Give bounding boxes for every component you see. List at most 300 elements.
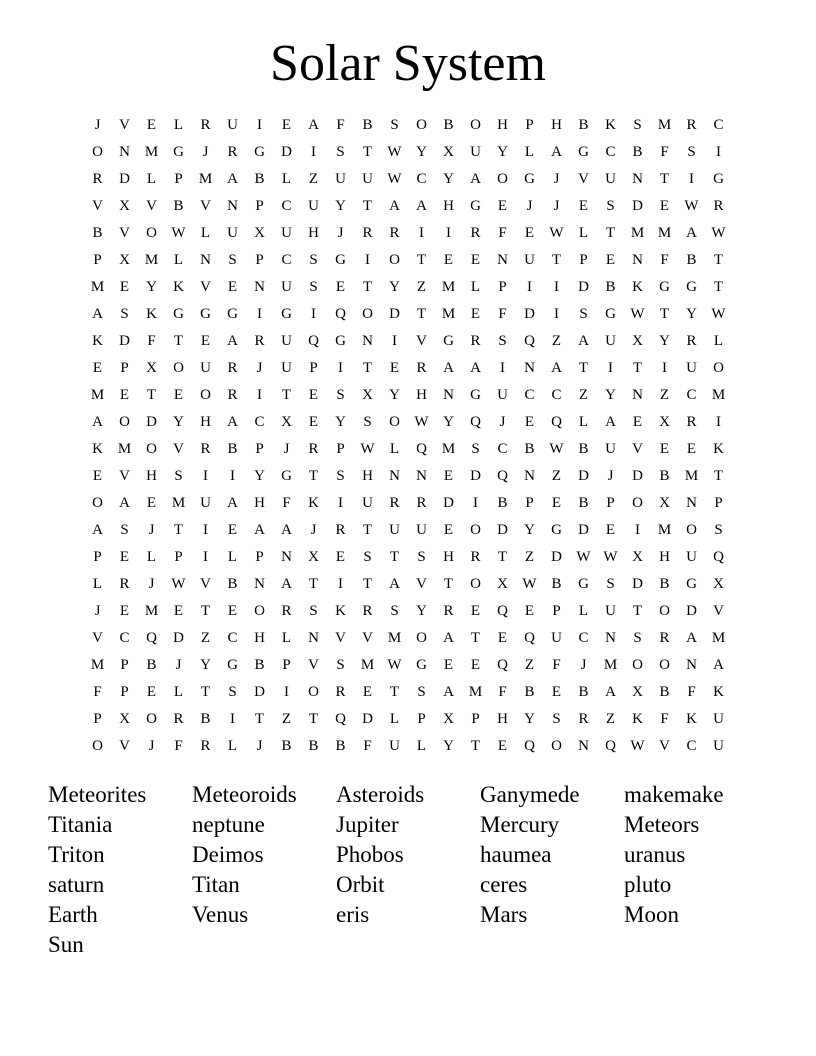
grid-letter: S (120, 522, 129, 538)
grid-letter: M (117, 441, 132, 457)
grid-letter: P (120, 657, 129, 673)
grid-letter: U (551, 630, 562, 646)
word-list-item: Mercury (480, 812, 560, 837)
grid-letter: T (281, 387, 292, 403)
grid-letter: D (497, 522, 508, 538)
grid-letter: R (335, 522, 346, 538)
grid-letter: X (119, 711, 130, 727)
grid-letter: V (146, 198, 157, 214)
grid-letter: D (389, 306, 400, 322)
grid-letter: I (500, 360, 505, 376)
grid-letter: F (660, 711, 669, 727)
grid-letter: F (93, 684, 102, 700)
grid-letter: G (254, 144, 265, 160)
grid-letter: B (308, 738, 319, 754)
word-list-item: Orbit (336, 872, 385, 897)
grid-letter: P (471, 711, 480, 727)
grid-letter: V (119, 468, 130, 484)
grid-letter: W (576, 549, 591, 565)
grid-letter: V (659, 738, 670, 754)
grid-letter: O (146, 711, 157, 727)
grid-letter: O (416, 630, 427, 646)
grid-letter: T (713, 279, 724, 295)
word-list-item: Meteors (624, 812, 700, 837)
grid-letter: A (92, 306, 103, 322)
grid-letter: T (389, 684, 400, 700)
grid-letter: P (552, 603, 561, 619)
grid-letter: U (389, 522, 400, 538)
grid-letter: Y (335, 414, 346, 430)
grid-letter: U (335, 171, 346, 187)
grid-letter: W (387, 657, 402, 673)
grid-letter: T (362, 279, 373, 295)
grid-letter: N (524, 468, 535, 484)
grid-letter: C (416, 171, 427, 187)
grid-letter: T (308, 576, 319, 592)
grid-letter: L (713, 333, 724, 349)
grid-letter: A (551, 144, 562, 160)
grid-letter: O (551, 738, 562, 754)
word-list-item: Jupiter (336, 812, 399, 837)
grid-letter: R (686, 414, 697, 430)
grid-letter: V (119, 117, 130, 133)
grid-letter: Z (605, 711, 616, 727)
grid-letter: B (227, 441, 238, 457)
grid-letter: G (335, 252, 346, 268)
grid-letter: A (470, 360, 481, 376)
grid-letter: O (308, 684, 319, 700)
word-list-item: Sun (48, 932, 84, 957)
grid-letter: A (416, 198, 427, 214)
grid-letter: O (686, 522, 697, 538)
grid-letter: P (255, 549, 264, 565)
grid-letter: D (632, 198, 643, 214)
grid-letter: I (716, 414, 721, 430)
grid-letter: A (443, 684, 454, 700)
grid-letter: R (416, 360, 427, 376)
word-list-item: Phobos (336, 842, 404, 867)
grid-letter: H (146, 468, 157, 484)
grid-letter: S (363, 549, 372, 565)
grid-letter: K (308, 495, 319, 511)
grid-letter: R (227, 360, 238, 376)
grid-letter: U (686, 360, 697, 376)
grid-letter: A (686, 630, 697, 646)
grid-letter: L (281, 171, 292, 187)
grid-letter: I (257, 306, 262, 322)
grid-letter: M (657, 225, 672, 241)
grid-letter: M (711, 630, 726, 646)
grid-letter: S (417, 684, 426, 700)
grid-letter: A (227, 171, 238, 187)
grid-letter: N (632, 171, 643, 187)
grid-letter: S (687, 144, 696, 160)
grid-letter: W (414, 414, 429, 430)
grid-letter: I (527, 279, 532, 295)
grid-letter: S (309, 279, 318, 295)
grid-letter: A (92, 522, 103, 538)
grid-letter: Y (524, 711, 535, 727)
grid-letter: E (443, 657, 454, 673)
grid-letter: E (308, 414, 319, 430)
grid-letter: T (173, 333, 184, 349)
grid-letter: P (336, 441, 345, 457)
grid-letter: F (498, 684, 507, 700)
grid-letter: I (554, 306, 559, 322)
grid-letter: Y (605, 387, 616, 403)
grid-letter: S (336, 387, 345, 403)
grid-letter: E (497, 198, 508, 214)
grid-letter: H (416, 387, 427, 403)
grid-letter: L (173, 684, 184, 700)
grid-letter: E (335, 279, 346, 295)
grid-letter: E (119, 549, 130, 565)
grid-letter: L (146, 171, 157, 187)
grid-letter: W (522, 576, 537, 592)
grid-letter: M (630, 225, 645, 241)
grid-letter: O (92, 738, 103, 754)
grid-letter: D (173, 630, 184, 646)
grid-letter: X (362, 387, 373, 403)
grid-letter: N (254, 576, 265, 592)
grid-letter: I (203, 549, 208, 565)
grid-letter: B (146, 657, 157, 673)
grid-letter: V (335, 630, 346, 646)
grid-letter: N (632, 387, 643, 403)
grid-letter: E (551, 684, 562, 700)
grid-letter: A (227, 333, 238, 349)
grid-letter: P (255, 198, 264, 214)
grid-letter: T (362, 144, 373, 160)
grid-letter: C (227, 630, 238, 646)
grid-letter: Y (416, 144, 427, 160)
grid-letter: W (630, 306, 645, 322)
grid-letter: Y (146, 279, 157, 295)
grid-letter: F (336, 117, 345, 133)
grid-letter: S (336, 144, 345, 160)
grid-letter: R (335, 684, 346, 700)
grid-letter: Q (497, 603, 508, 619)
grid-letter: S (714, 522, 723, 538)
grid-letter: N (389, 468, 400, 484)
grid-letter: H (443, 198, 454, 214)
grid-letter: D (686, 603, 697, 619)
grid-letter: W (549, 441, 564, 457)
grid-letter: T (362, 360, 373, 376)
grid-letter: L (173, 252, 184, 268)
grid-letter: L (173, 117, 184, 133)
grid-letter: Q (146, 630, 157, 646)
grid-letter: O (146, 225, 157, 241)
grid-letter: E (200, 333, 211, 349)
grid-letter: D (578, 468, 589, 484)
grid-letter: D (119, 333, 130, 349)
grid-letter: R (713, 198, 724, 214)
grid-letter: P (255, 252, 264, 268)
grid-letter: E (146, 117, 157, 133)
grid-letter: Z (551, 333, 562, 349)
grid-letter: B (200, 711, 211, 727)
grid-letter: P (579, 252, 588, 268)
grid-letter: N (254, 279, 265, 295)
grid-letter: I (338, 360, 343, 376)
grid-letter: C (578, 630, 589, 646)
grid-letter: O (362, 306, 373, 322)
grid-letter: Z (578, 387, 589, 403)
grid-letter: P (714, 495, 723, 511)
grid-letter: E (470, 657, 481, 673)
word-list-item: Moon (624, 902, 679, 927)
grid-letter: V (308, 657, 319, 673)
grid-letter: Y (389, 279, 400, 295)
grid-letter: C (713, 117, 724, 133)
grid-letter: I (554, 279, 559, 295)
grid-letter: S (363, 414, 372, 430)
grid-letter: W (549, 225, 564, 241)
grid-letter: G (416, 657, 427, 673)
grid-letter: M (171, 495, 186, 511)
grid-letter: M (90, 387, 105, 403)
grid-letter: E (173, 387, 184, 403)
grid-letter: R (200, 117, 211, 133)
grid-letter: R (254, 333, 265, 349)
grid-letter: X (146, 360, 157, 376)
grid-letter: I (365, 252, 370, 268)
grid-letter: E (281, 117, 292, 133)
grid-letter: M (144, 252, 159, 268)
grid-letter: P (417, 711, 426, 727)
grid-letter: R (173, 711, 184, 727)
grid-letter: Y (254, 468, 265, 484)
grid-letter: V (416, 576, 427, 592)
grid-letter: M (198, 171, 213, 187)
grid-letter: O (470, 522, 481, 538)
grid-letter: I (662, 360, 667, 376)
word-list-item: haumea (480, 842, 552, 867)
grid-letter: T (362, 198, 373, 214)
grid-letter: X (713, 576, 724, 592)
grid-letter: R (686, 333, 697, 349)
grid-letter: M (684, 468, 699, 484)
grid-letter: U (362, 171, 373, 187)
grid-letter: O (713, 360, 724, 376)
grid-letter: U (416, 522, 427, 538)
grid-letter: P (93, 711, 102, 727)
grid-letter: E (173, 603, 184, 619)
grid-letter: E (443, 468, 454, 484)
grid-letter: B (227, 576, 238, 592)
grid-letter: V (119, 225, 130, 241)
grid-letter: S (120, 306, 129, 322)
grid-letter: U (281, 333, 292, 349)
grid-letter: A (470, 171, 481, 187)
grid-letter: L (92, 576, 103, 592)
grid-letter: N (686, 495, 697, 511)
grid-letter: A (551, 360, 562, 376)
grid-letter: J (526, 198, 533, 214)
grid-letter: E (443, 522, 454, 538)
grid-letter: E (470, 306, 481, 322)
grid-letter: O (497, 171, 508, 187)
grid-letter: B (605, 279, 616, 295)
grid-letter: E (497, 630, 508, 646)
word-list-item: Titania (48, 812, 113, 837)
grid-letter: D (281, 144, 292, 160)
grid-letter: V (632, 441, 643, 457)
grid-letter: T (659, 171, 670, 187)
grid-letter: J (256, 360, 263, 376)
grid-letter: T (605, 225, 616, 241)
grid-letter: O (92, 144, 103, 160)
grid-letter: G (605, 306, 616, 322)
grid-letter: K (92, 441, 103, 457)
grid-letter: T (254, 711, 265, 727)
grid-letter: Z (524, 657, 535, 673)
grid-letter: U (281, 225, 292, 241)
grid-letter: K (713, 684, 724, 700)
grid-letter: D (578, 279, 589, 295)
grid-letter: E (389, 360, 400, 376)
grid-letter: B (659, 684, 670, 700)
grid-letter: V (362, 630, 373, 646)
grid-letter: B (524, 684, 535, 700)
grid-letter: E (659, 198, 670, 214)
grid-letter: Z (281, 711, 292, 727)
grid-letter: E (524, 225, 535, 241)
grid-letter: A (92, 414, 103, 430)
grid-letter: J (283, 441, 290, 457)
grid-letter: W (711, 225, 726, 241)
grid-letter: B (686, 252, 697, 268)
word-list-item: Triton (48, 842, 105, 867)
grid-letter: M (603, 657, 618, 673)
grid-letter: D (119, 171, 130, 187)
grid-letter: Q (308, 333, 319, 349)
grid-letter: K (335, 603, 346, 619)
grid-letter: L (281, 630, 292, 646)
grid-letter: G (524, 171, 535, 187)
grid-letter: J (553, 171, 560, 187)
grid-letter: P (525, 117, 534, 133)
grid-letter: P (93, 549, 102, 565)
grid-letter: A (605, 414, 616, 430)
grid-letter: O (659, 603, 670, 619)
grid-letter: F (498, 225, 507, 241)
grid-letter: O (470, 117, 481, 133)
grid-letter: U (200, 495, 211, 511)
word-list-item: neptune (192, 812, 265, 837)
grid-letter: L (578, 603, 589, 619)
grid-letter: N (200, 252, 211, 268)
grid-letter: O (632, 495, 643, 511)
grid-letter: M (90, 279, 105, 295)
grid-letter: Z (200, 630, 211, 646)
grid-letter: M (657, 522, 672, 538)
grid-letter: T (416, 306, 427, 322)
grid-letter: G (443, 333, 454, 349)
grid-letter: V (119, 738, 130, 754)
grid-letter: W (171, 576, 186, 592)
grid-letter: A (713, 657, 724, 673)
grid-letter: E (227, 603, 238, 619)
grid-letter: C (686, 387, 697, 403)
grid-letter: T (713, 252, 724, 268)
grid-letter: C (686, 738, 697, 754)
grid-letter: P (606, 495, 615, 511)
grid-letter: T (659, 306, 670, 322)
grid-letter: D (470, 468, 481, 484)
grid-letter: V (92, 630, 103, 646)
word-list-item: Asteroids (336, 782, 425, 807)
grid-letter: C (281, 198, 292, 214)
grid-letter: A (281, 522, 292, 538)
grid-letter: G (281, 468, 292, 484)
grid-letter: C (281, 252, 292, 268)
grid-letter: L (146, 549, 157, 565)
word-list-item: Meteorites (48, 782, 147, 807)
grid-letter: J (580, 657, 587, 673)
grid-letter: R (92, 171, 103, 187)
grid-letter: I (257, 117, 262, 133)
grid-letter: O (389, 414, 400, 430)
grid-letter: T (200, 603, 211, 619)
grid-letter: R (659, 630, 670, 646)
grid-letter: S (309, 252, 318, 268)
grid-letter: T (362, 522, 373, 538)
word-list (48, 780, 768, 960)
grid-letter: L (389, 441, 400, 457)
grid-letter: J (94, 603, 101, 619)
word-list-item: Ganymede (480, 782, 580, 807)
grid-letter: E (335, 549, 346, 565)
grid-letter: E (524, 414, 535, 430)
grid-letter: B (578, 117, 589, 133)
grid-letter: E (470, 252, 481, 268)
grid-letter: H (551, 117, 562, 133)
grid-letter: Z (416, 279, 427, 295)
grid-letter: E (119, 387, 130, 403)
grid-letter: T (470, 630, 481, 646)
grid-letter: E (308, 387, 319, 403)
grid-letter: M (387, 630, 402, 646)
grid-letter: M (468, 684, 483, 700)
grid-letter: Y (335, 198, 346, 214)
grid-letter: G (713, 171, 724, 187)
grid-letter: W (387, 144, 402, 160)
grid-letter: A (443, 360, 454, 376)
grid-letter: O (200, 387, 211, 403)
grid-letter: N (605, 630, 616, 646)
grid-letter: S (633, 630, 642, 646)
grid-letter: U (200, 360, 211, 376)
grid-letter: E (92, 360, 103, 376)
grid-letter: F (147, 333, 156, 349)
grid-letter: Z (308, 171, 319, 187)
grid-letter: M (144, 603, 159, 619)
grid-letter: A (308, 117, 319, 133)
grid-letter: G (173, 306, 184, 322)
grid-letter: F (552, 657, 561, 673)
grid-letter: H (308, 225, 319, 241)
grid-letter: T (578, 360, 589, 376)
grid-letter: T (632, 360, 643, 376)
grid-letter: M (711, 387, 726, 403)
grid-letter: B (443, 117, 454, 133)
grid-letter: A (119, 495, 130, 511)
grid-letter: E (524, 603, 535, 619)
grid-letter: P (120, 684, 129, 700)
grid-letter: Q (713, 549, 724, 565)
